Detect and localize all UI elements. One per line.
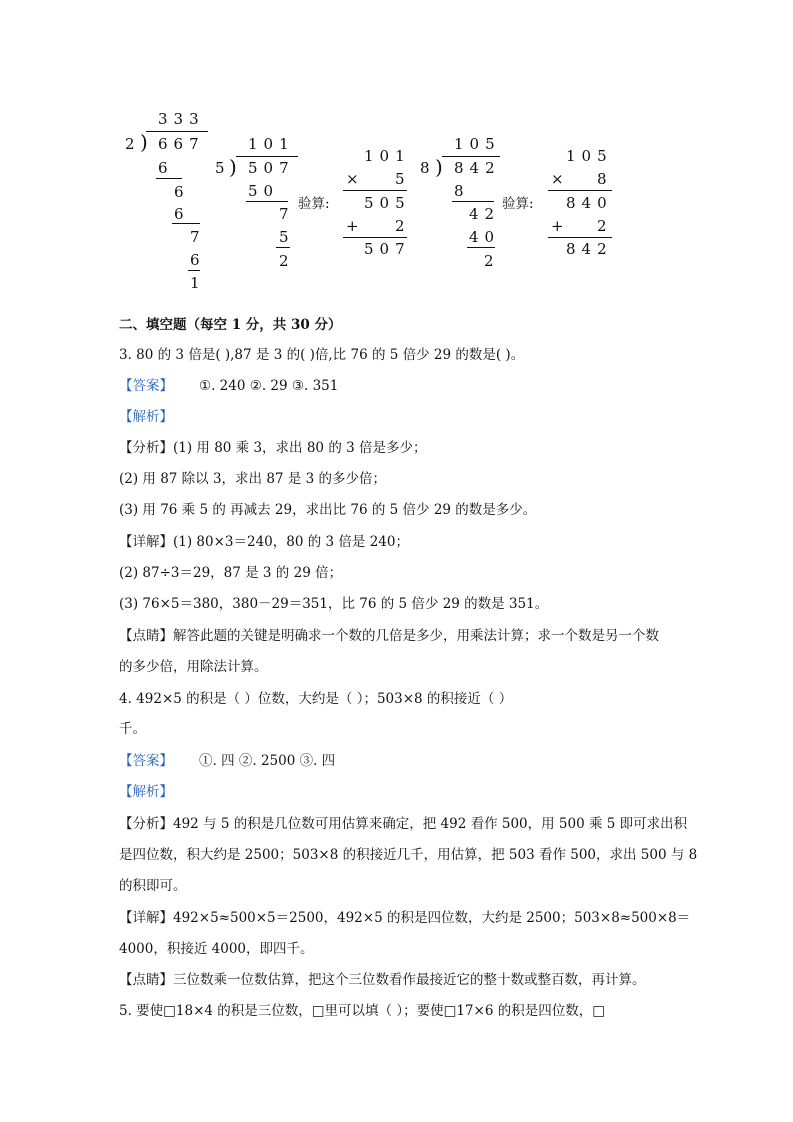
- product: 505: [364, 194, 411, 212]
- question-text: 4. 492×5 的积是（ ）位数，大约是（ ）；503×8 的积接近（ ）: [119, 691, 513, 707]
- step: 6: [174, 183, 190, 201]
- answer-tag: 【答案】: [119, 378, 173, 394]
- step: 7: [190, 228, 206, 246]
- answer-tag: 【答案】: [119, 753, 173, 769]
- key-point-line: 【点睛】三位数乘一位数估算，把这个三位数看作最接近它的整十数或整百数，再计算。: [119, 972, 646, 988]
- remainder: 1: [190, 274, 206, 292]
- step: 6: [190, 251, 206, 269]
- multiplier: 8: [597, 170, 613, 188]
- step: 50: [248, 182, 280, 200]
- detail-line: 【详解】(1) 80×3＝240，80 的 3 倍是 240；: [119, 534, 409, 550]
- addend: 2: [597, 217, 613, 235]
- plus-sign: +: [551, 217, 570, 235]
- check-label: 验算:: [502, 196, 534, 212]
- step: 6: [174, 205, 190, 223]
- question-text: 千。: [119, 721, 146, 737]
- question-text: 3. 80 的 3 倍是( ),87 是 3 的( )倍,比 76 的 5 倍少 29 的数是( )。: [119, 347, 525, 363]
- detail-line: (3) 76×5＝380，380－29＝351，比 76 的 5 倍少 29 的数是 351。: [119, 596, 549, 612]
- analysis-line: 【分析】(1) 用 80 乘 3，求出 80 的 3 倍是多少；: [119, 440, 427, 456]
- dividend: 842: [454, 159, 501, 177]
- quotient: 101: [248, 135, 295, 153]
- analysis-tag: 【解析】: [119, 784, 173, 800]
- addend: 2: [395, 217, 411, 235]
- detail-line: 【详解】492×5≈500×5＝2500，492×5 的积是四位数，大约是 2500；503×8≈500×8＝: [119, 910, 691, 926]
- analysis-line: 的积即可。: [119, 878, 187, 894]
- step: 40: [469, 228, 501, 246]
- dividend: 507: [248, 159, 295, 177]
- quotient: 105: [454, 135, 501, 153]
- multiplier: 5: [395, 170, 411, 188]
- dianjing-tag: 【点睛】: [119, 972, 173, 988]
- answer-text: ①. 240 ②. 29 ③. 351: [199, 378, 339, 394]
- answer-text: ①. 四 ②. 2500 ③. 四: [199, 753, 336, 769]
- quotient: 333: [158, 110, 205, 128]
- answer-row: [119, 749, 335, 769]
- analysis-line: 【分析】492 与 5 的积是几位数可用估算来确定，把 492 看作 500，用 500 乘 5 即可求出积: [119, 816, 688, 832]
- xiangjie-tag: 【详解】: [119, 534, 173, 550]
- division-bracket: ): [140, 130, 148, 154]
- fenxi-tag: 【分析】: [119, 816, 173, 832]
- answer-row: [119, 374, 338, 394]
- question-5: 5. 要使□18×4 的积是三位数，□里可以填（ ）；要使□17×6 的积是四位数，□: [119, 1003, 605, 1019]
- plus-sign: +: [346, 217, 365, 235]
- detail-line: (2) 87÷3＝29，87 是 3 的 29 倍；: [119, 565, 343, 581]
- dianjing-tag: 【点睛】: [119, 628, 173, 644]
- division-bracket: ): [229, 155, 237, 179]
- step: 7: [279, 205, 295, 223]
- fenxi-tag: 【分析】: [119, 440, 173, 456]
- divisor: 8: [420, 159, 436, 177]
- divisor: 2: [125, 135, 141, 153]
- remainder: 2: [484, 252, 500, 270]
- product: 840: [566, 194, 613, 212]
- detail-line: 4000，积接近 4000，即四千。: [119, 941, 314, 957]
- section-title: 二、填空题（每空 1 分，共 30 分）: [119, 317, 342, 333]
- step: 8: [454, 182, 470, 200]
- divisor: 5: [215, 159, 231, 177]
- dividend: 667: [158, 135, 205, 153]
- multiply-sign: ×: [551, 170, 570, 188]
- step: 5: [279, 228, 295, 246]
- multiplicand: 101: [364, 147, 411, 165]
- analysis-tag: 【解析】: [119, 409, 173, 425]
- key-point-line: 【点睛】解答此题的关键是明确求一个数的几倍是多少，用乘法计算；求一个数是另一个数: [119, 628, 659, 644]
- step: 6: [158, 159, 174, 177]
- analysis-line: (3) 用 76 乘 5 的 再减去 29，求出比 76 的 5 倍少 29 的数是多少。: [119, 502, 537, 518]
- remainder: 2: [279, 252, 295, 270]
- multiply-sign: ×: [346, 170, 365, 188]
- sum: 842: [566, 240, 613, 258]
- sum: 507: [364, 240, 411, 258]
- analysis-line: 是四位数，积大约是 2500；503×8 的积接近几千，用估算，把 503 看作 500，求出 500 与 8: [119, 847, 698, 863]
- key-point-line: 的多少倍，用除法计算。: [119, 659, 268, 675]
- division-bracket: ): [435, 155, 443, 179]
- step: 42: [469, 205, 501, 223]
- analysis-line: (2) 用 87 除以 3，求出 87 是 3 的多少倍；: [119, 471, 386, 487]
- check-label: 验算:: [298, 196, 330, 212]
- xiangjie-tag: 【详解】: [119, 910, 173, 926]
- multiplicand: 105: [566, 147, 613, 165]
